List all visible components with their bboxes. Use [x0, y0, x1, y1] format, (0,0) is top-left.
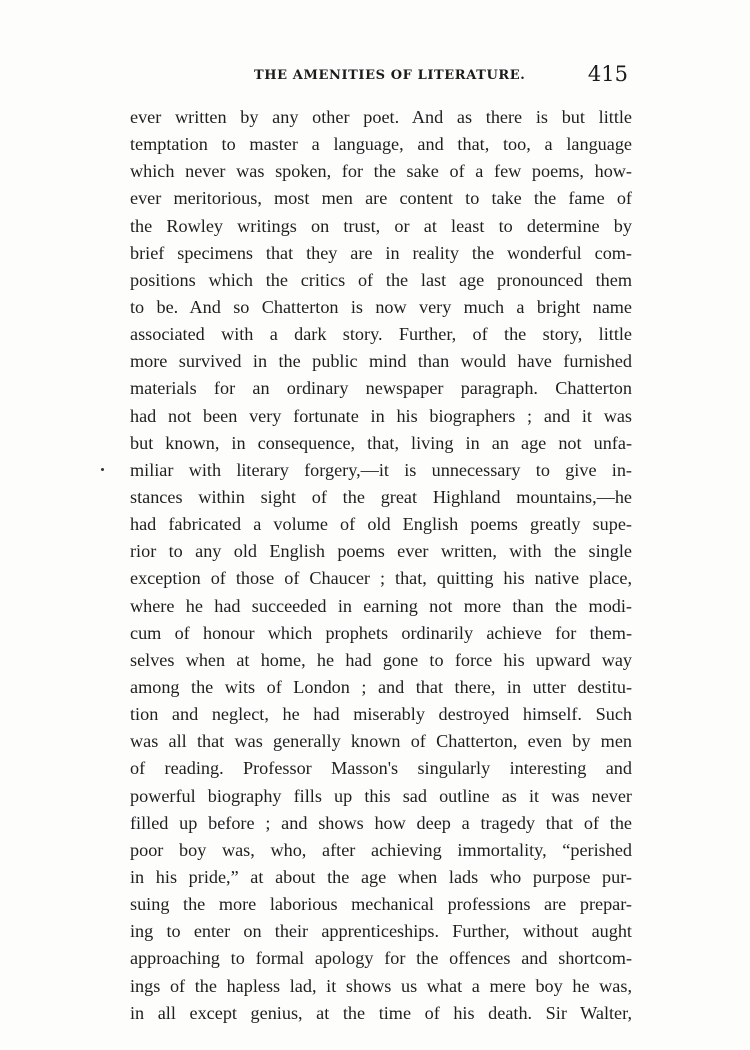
text-line: materials for an ordinary newspaper paragraph. Chatterton [130, 378, 632, 399]
text-line: ing to enter on their apprenticeships. Further, without aught [130, 921, 632, 942]
text-line: where he had succeeded in earning not more than the modi- [130, 595, 632, 616]
text-line: approaching to formal apology for the offences and shortcom- [130, 948, 632, 969]
text-line: miliar with literary forgery,—it is unnecessary to give in- [130, 459, 632, 480]
text-line: was all that was generally known of Chatterton, even by men [130, 731, 632, 752]
text-line: selves when at home, he had gone to force his upward way [130, 649, 632, 670]
text-line: rior to any old English poems ever written, with the single [130, 541, 632, 562]
text-line: the Rowley writings on trust, or at least to determine by [130, 215, 632, 236]
text-line: powerful biography fills up this sad outline as it was never [130, 785, 632, 806]
text-line: filled up before ; and shows how deep a tragedy that of the [130, 812, 632, 833]
text-line: stances within sight of the great Highland mountains,—he [130, 486, 632, 507]
body-text [130, 104, 632, 1027]
text-line: in all except genius, at the time of his death. Sir Walter, [130, 1002, 632, 1023]
text-line: which never was spoken, for the sake of a few poems, how- [130, 161, 632, 182]
text-line: tion and neglect, he had miserably destroyed himself. Such [130, 704, 632, 725]
page-number: 415 [587, 62, 628, 86]
text-line: cum of honour which prophets ordinarily achieve for them- [130, 622, 632, 643]
text-line: more survived in the public mind than would have furnished [130, 351, 632, 372]
running-head [130, 62, 630, 90]
text-line: in his pride,” at about the age when lads who purpose pur- [130, 866, 632, 887]
text-line: suing the more laborious mechanical professions are prepar- [130, 894, 632, 915]
text-line: ings of the hapless lad, it shows us what a mere boy he was, [130, 975, 632, 996]
text-line: but known, in consequence, that, living in an age not unfa- [130, 432, 632, 453]
text-line: ever written by any other poet. And as there is but little [130, 107, 632, 127]
text-line: among the wits of London ; and that there, in utter destitu- [130, 676, 632, 697]
text-line: of reading. Professor Masson's singularly interesting and [130, 758, 632, 779]
ink-speck [101, 468, 104, 471]
text-line: brief specimens that they are in reality the wonderful com- [130, 242, 632, 263]
running-title: THE AMENITIES OF LITERATURE. [254, 68, 526, 83]
text-line: associated with a dark story. Further, of the story, little [130, 324, 632, 345]
text-line: temptation to master a language, and that, too, a language [130, 134, 632, 155]
text-line: to be. And so Chatterton is now very much a bright name [130, 296, 632, 317]
text-line: ever meritorious, most men are content to take the fame of [130, 188, 632, 209]
text-line: positions which the critics of the last age pronounced them [130, 269, 632, 290]
text-line: had fabricated a volume of old English poems greatly supe- [130, 514, 632, 535]
text-line: poor boy was, who, after achieving immortality, “perished [130, 839, 632, 860]
text-line: had not been very fortunate in his biographers ; and it was [130, 405, 632, 426]
text-line: exception of those of Chaucer ; that, quitting his native place, [130, 568, 632, 589]
